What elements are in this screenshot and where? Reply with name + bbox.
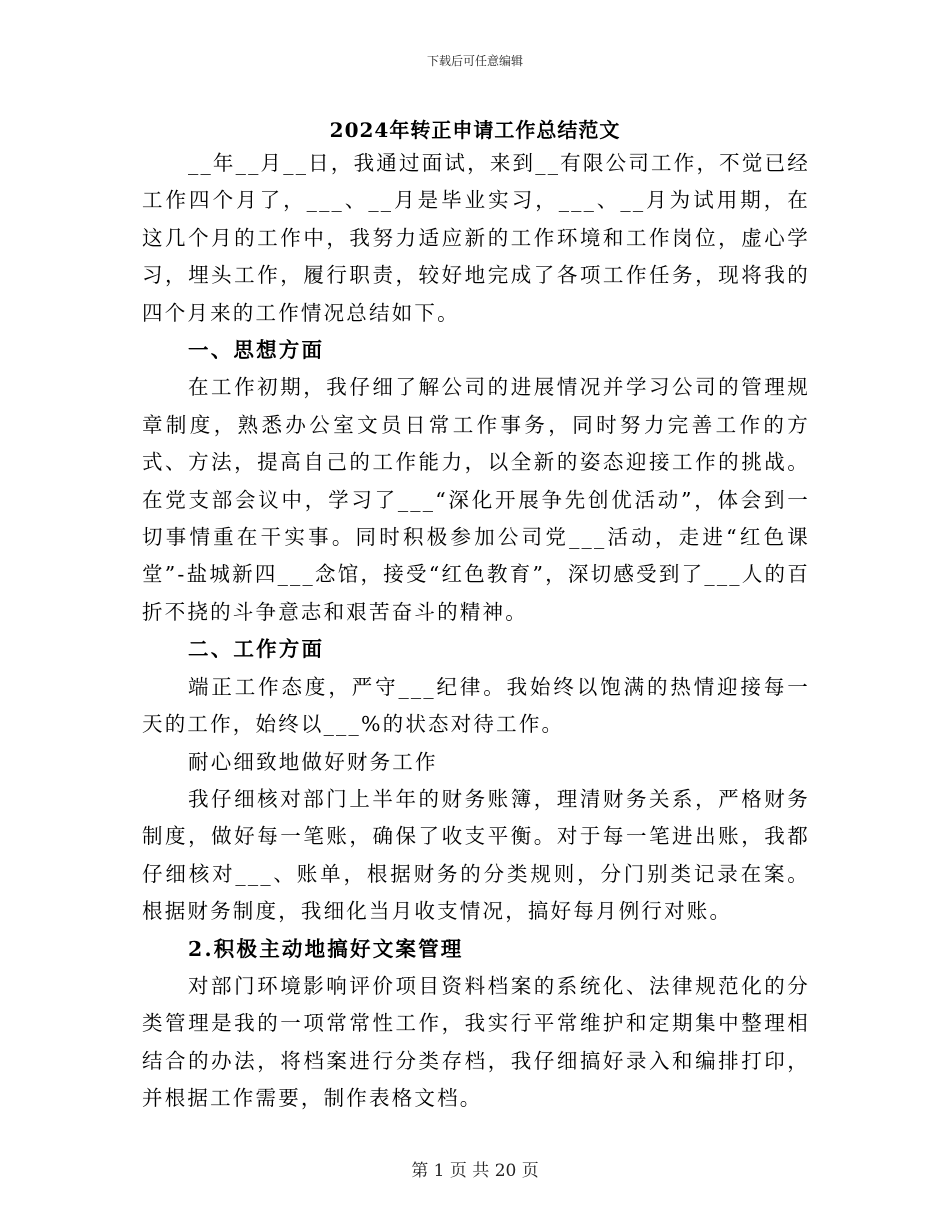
subsection2-paragraph: 对部门环境影响评价项目资料档案的系统化、法律规范化的分类管理是我的一项常常性工作，我实行平常维护和定期集中整理相结合的办法，将档案进行分类存档，我仔细搞好录入和编排打印，并根据工作需要，制作表格文档。: [142, 973, 810, 1111]
section1-paragraph: 在工作初期，我仔细了解公司的进展情况并学习公司的管理规章制度，熟悉办公室文员日常工作事务，同时努力完善工作的方式、方法，提高自己的工作能力，以全新的姿态迎接工作的挑战。在党支部会议中，学习了___“深化开展争先创优活动”，体会到一切事情重在干实事。同时积极参加公司党___活动，走进“红色课堂”-盐城新四___念馆，接受“红色教育”，深切感受到了___人的百折不挠的斗争意志和艰苦奋斗的精神。: [142, 375, 810, 624]
document-title: 2024年转正申请工作总结范文: [329, 118, 621, 142]
section1-heading: 一、思想方面: [188, 338, 325, 363]
subsection2-heading: 2.积极主动地搞好文案管理: [188, 936, 464, 961]
subsection1-line: 耐心细致地做好财务工作: [188, 749, 438, 774]
section2-paragraph: 端正工作态度，严守___纪律。我始终以饱满的热情迎接每一天的工作，始终以___%的状态对待工作。: [142, 674, 810, 737]
intro-paragraph: __年__月__日，我通过面试，来到__有限公司工作，不觉已经工作四个月了，___、__月是毕业实习，___、__月为试用期，在这几个月的工作中，我努力适应新的工作环境和工作岗位，虚心学习，埋头工作，履行职责，较好地完成了各项工作任务，现将我的四个月来的工作情况总结如下。: [142, 151, 810, 325]
page-footer: 第 1 页 共 20 页: [411, 1161, 539, 1181]
section2-heading: 二、工作方面: [188, 637, 325, 662]
document-body: [142, 145, 810, 1118]
subsection1-paragraph: 我仔细核对部门上半年的财务账簿，理清财务关系，严格财务制度，做好每一笔账，确保了收支平衡。对于每一笔进出账，我都仔细核对___、账单，根据财务的分类规则，分门别类记录在案。根据财务制度，我细化当月收支情况，搞好每月例行对账。: [142, 786, 810, 924]
header-note: 下载后可任意编辑: [426, 54, 523, 68]
